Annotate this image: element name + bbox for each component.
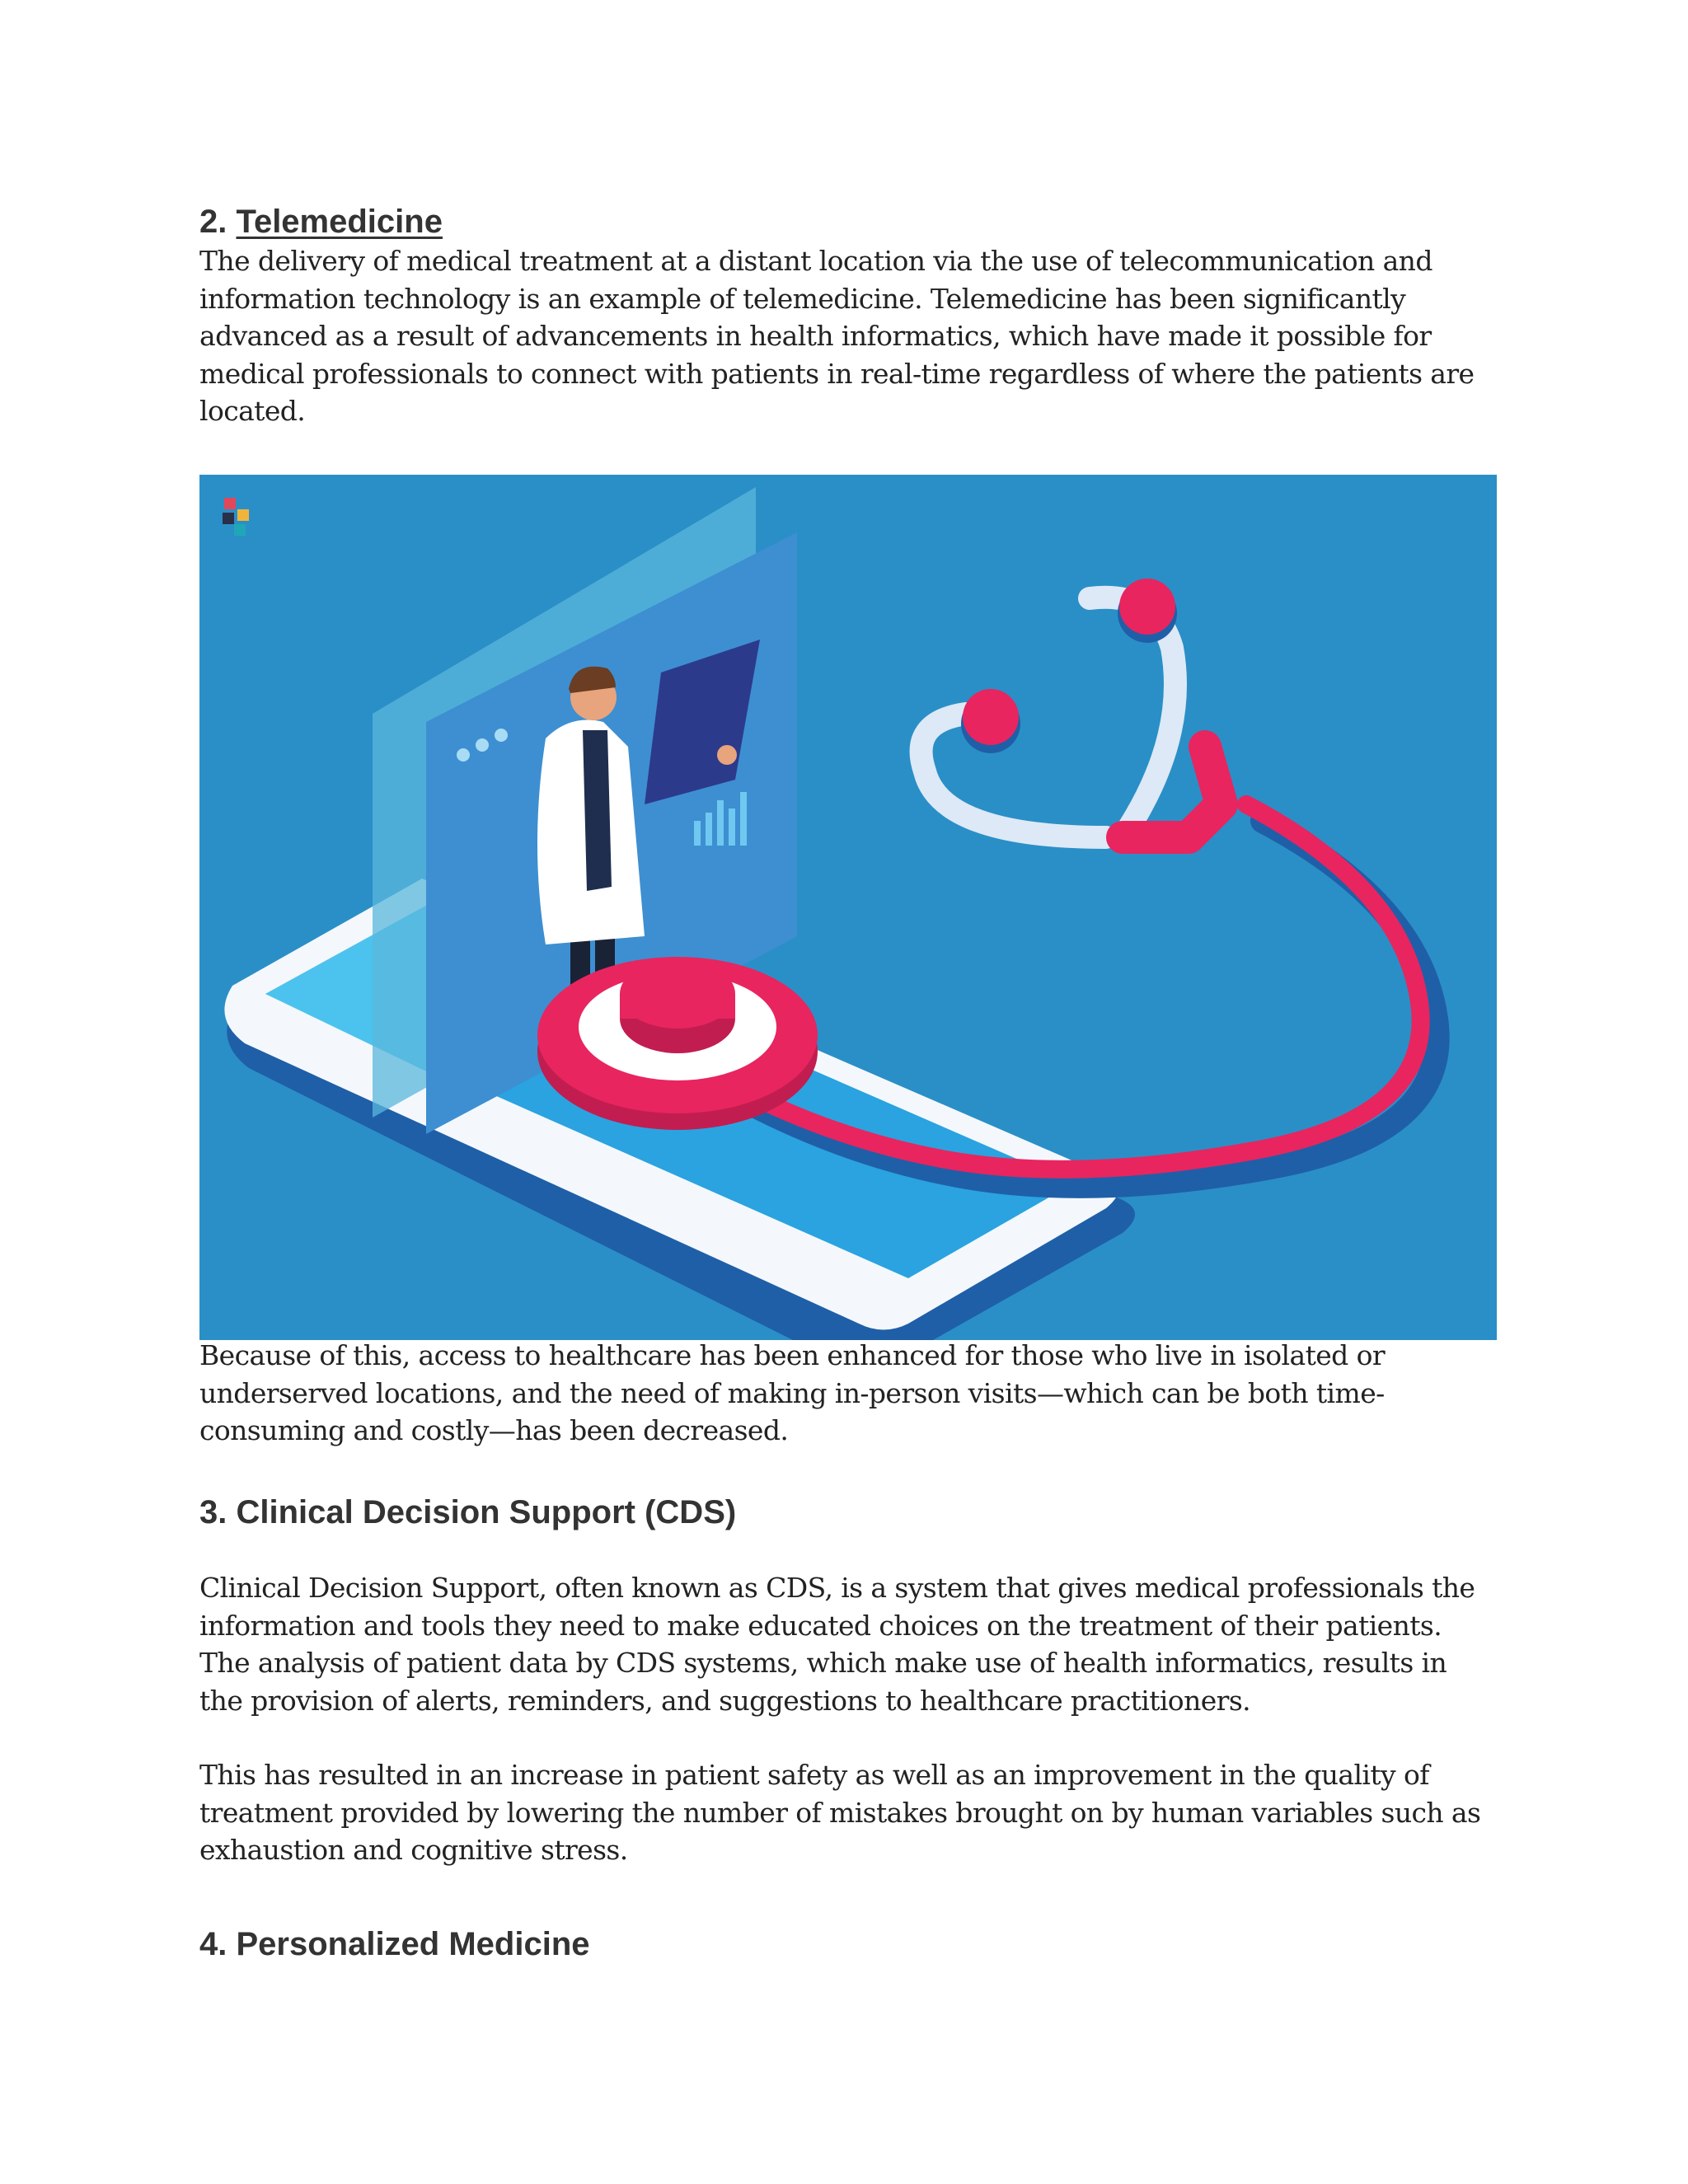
section-2-heading: [199, 201, 1497, 242]
section-3-paragraph-1: Clinical Decision Support, often known as CDS, is a system that gives medical professionals the information and tools they need to make educated choices on the treatment of their patients. The analysis of patient data by CDS systems, which make use of health informatics, results in the provision of alerts, reminders, and suggestions to healthcare practitioners.: [199, 1572, 1475, 1717]
telemedicine-illustration: [199, 475, 1497, 1340]
section-2-paragraph: The delivery of medical treatment at a distant location via the use of telecommunication and information technology is an example of telemedicine. Telemedicine has been significantly advanced as a result of advancements in health informatics, which have made it possible for medical professionals to connect with patients in real-time regardless of where the patients are located.: [199, 245, 1475, 427]
section-2: [199, 201, 1497, 430]
section-2-number: 2.: [199, 204, 227, 240]
section-4-heading: 4. Personalized Medicine: [199, 1926, 590, 1962]
after-image-paragraph: Because of this, access to healthcare has been enhanced for those who live in isolated or underserved locations, and the need of making in-person visits—which can be both time-consuming and costly—has been decreased.: [199, 1339, 1386, 1446]
section-3: [199, 1492, 1497, 1869]
after-image-block: [199, 1337, 1497, 1450]
section-4: [199, 1924, 1497, 1965]
section-3-heading: 3. Clinical Decision Support (CDS): [199, 1494, 737, 1530]
section-3-paragraph-2: This has resulted in an increase in patient safety as well as an improvement in the quality of treatment provided by lowering the number of mistakes brought on by human variables such as exhaustion and cognitive stress.: [199, 1759, 1481, 1866]
telemedicine-link[interactable]: Telemedicine: [236, 204, 443, 240]
